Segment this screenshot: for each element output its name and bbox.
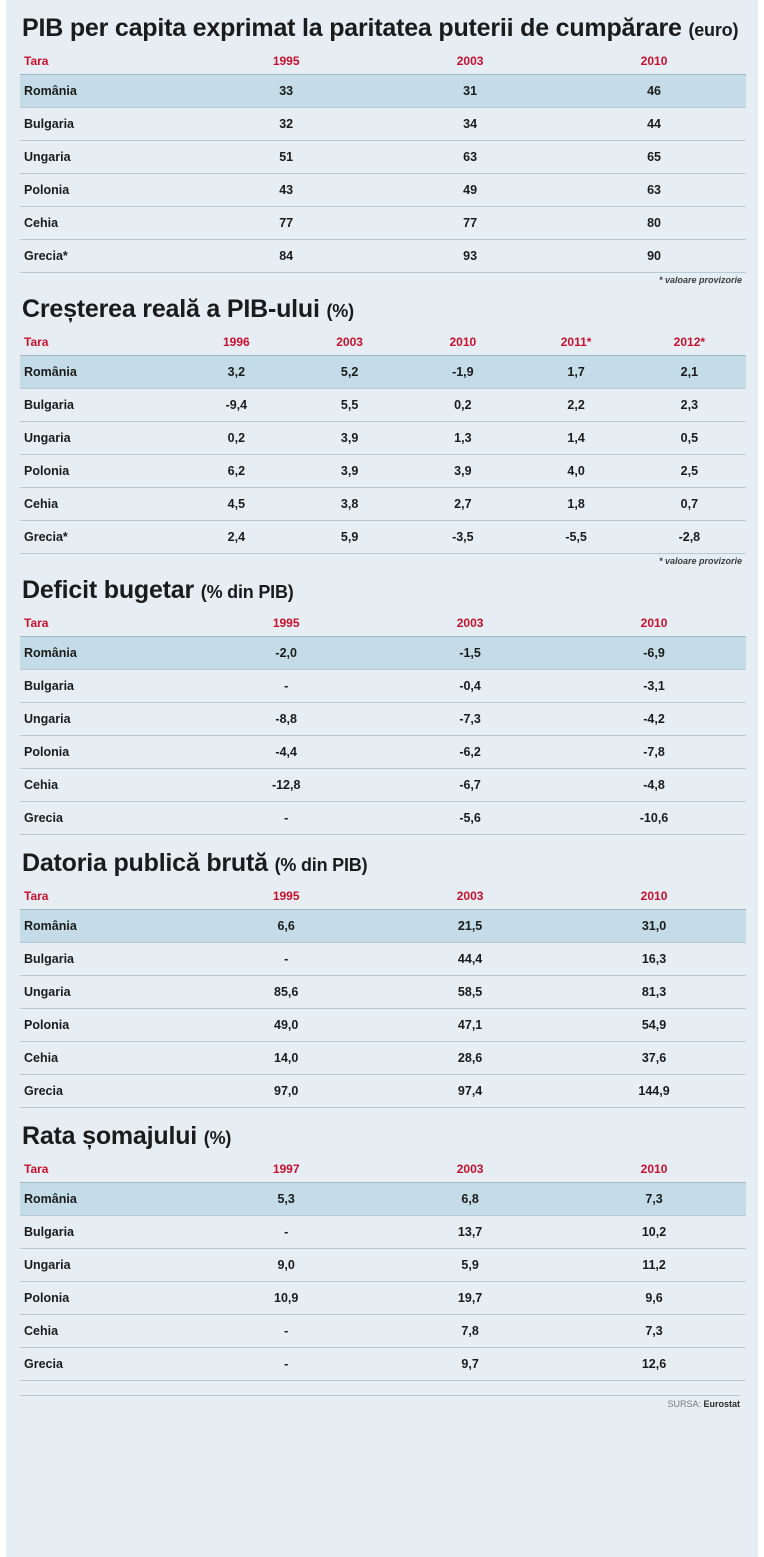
cell-value: -4,2 [562,703,746,736]
data-table [20,329,746,554]
data-table [20,48,746,273]
cell-value: 5,3 [194,1183,378,1216]
cell-value: -7,3 [378,703,562,736]
cell-value: -5,6 [378,802,562,835]
cell-value: 5,5 [293,389,406,422]
table-row [20,703,746,736]
cell-value: 10,9 [194,1282,378,1315]
column-header-year: 2010 [562,883,746,910]
column-header-year: 2010 [562,48,746,75]
cell-value: 12,6 [562,1348,746,1381]
cell-country: Ungaria [20,141,194,174]
cell-country: Cehia [20,488,180,521]
cell-value: 13,7 [378,1216,562,1249]
cell-value: 84 [194,240,378,273]
cell-value: 51 [194,141,378,174]
block-spacer [20,835,746,845]
cell-value: 65 [562,141,746,174]
cell-value: 31,0 [562,910,746,943]
column-header-year: 2010 [562,1156,746,1183]
data-table [20,610,746,835]
block-title [22,14,746,42]
cell-value: -10,6 [562,802,746,835]
cell-value: 0,2 [180,422,293,455]
table-row [20,141,746,174]
cell-value: -6,2 [378,736,562,769]
table-header-row [20,610,746,637]
cell-value: -9,4 [180,389,293,422]
column-header-year: 2010 [406,329,519,356]
cell-value: 3,9 [293,455,406,488]
cell-country: România [20,910,194,943]
cell-value: 6,8 [378,1183,562,1216]
cell-value: 28,6 [378,1042,562,1075]
cell-value: 77 [378,207,562,240]
cell-country: România [20,1183,194,1216]
table-row [20,1282,746,1315]
cell-value: 2,1 [633,356,746,389]
cell-country: Cehia [20,769,194,802]
cell-value: 3,9 [293,422,406,455]
cell-value: -2,8 [633,521,746,554]
cell-country: Grecia [20,1348,194,1381]
table-row [20,1009,746,1042]
column-header-year: 1995 [194,883,378,910]
stat-block [20,14,746,285]
data-table [20,883,746,1108]
cell-value: -1,9 [406,356,519,389]
source-name: Eurostat [703,1399,740,1409]
cell-value: 1,4 [519,422,632,455]
table-row [20,1216,746,1249]
cell-value: 80 [562,207,746,240]
cell-value: 9,0 [194,1249,378,1282]
block-title-text: PIB per capita exprimat la paritatea puterii de cumpărare [22,14,682,42]
cell-value: -12,8 [194,769,378,802]
column-header-year: 2003 [378,610,562,637]
cell-country: Polonia [20,1009,194,1042]
tables-container [20,14,746,1391]
source-line [20,1395,740,1409]
cell-country: Grecia [20,1075,194,1108]
stat-block [20,849,746,1118]
cell-value: 90 [562,240,746,273]
cell-value: 58,5 [378,976,562,1009]
cell-value: 37,6 [562,1042,746,1075]
block-title-text: Datoria publică brută [22,849,268,877]
cell-value: 97,4 [378,1075,562,1108]
cell-country: România [20,356,180,389]
cell-value: 7,8 [378,1315,562,1348]
table-row [20,736,746,769]
cell-country: Bulgaria [20,108,194,141]
table-row [20,240,746,273]
cell-value: 47,1 [378,1009,562,1042]
cell-value: 144,9 [562,1075,746,1108]
block-title-unit: (euro) [688,20,739,40]
cell-value: 21,5 [378,910,562,943]
cell-value: 0,5 [633,422,746,455]
column-header-year: 2010 [562,610,746,637]
table-row [20,943,746,976]
table-footnote: * valoare provizorie [658,556,742,566]
block-spacer [20,1381,746,1391]
cell-value: 33 [194,75,378,108]
cell-value: -7,8 [562,736,746,769]
cell-country: România [20,637,194,670]
cell-country: Polonia [20,174,194,207]
table-header-row [20,883,746,910]
column-header-country: Tara [20,48,194,75]
cell-value: 5,9 [378,1249,562,1282]
cell-country: Ungaria [20,1249,194,1282]
cell-value: 77 [194,207,378,240]
block-title-unit: (%) [203,1128,232,1148]
cell-value: - [194,802,378,835]
cell-value: -3,1 [562,670,746,703]
column-header-country: Tara [20,610,194,637]
table-row [20,769,746,802]
cell-value: -3,5 [406,521,519,554]
cell-value: - [194,943,378,976]
cell-value: 0,7 [633,488,746,521]
cell-country: Cehia [20,1042,194,1075]
column-header-year: 1996 [180,329,293,356]
cell-value: -8,8 [194,703,378,736]
cell-value: -4,4 [194,736,378,769]
cell-value: 2,7 [406,488,519,521]
stat-block [20,576,746,845]
source-prefix: SURSA: [667,1399,701,1409]
cell-country: Bulgaria [20,670,194,703]
cell-value: 4,0 [519,455,632,488]
table-row [20,1042,746,1075]
table-row [20,670,746,703]
cell-country: Ungaria [20,976,194,1009]
cell-value: 44 [562,108,746,141]
column-header-year: 1997 [194,1156,378,1183]
cell-country: Ungaria [20,422,180,455]
cell-value: 31 [378,75,562,108]
cell-value: 1,8 [519,488,632,521]
cell-value: 44,4 [378,943,562,976]
column-header-year: 2012* [633,329,746,356]
column-header-year: 1995 [194,610,378,637]
cell-value: -4,8 [562,769,746,802]
cell-value: 6,2 [180,455,293,488]
cell-value: 2,4 [180,521,293,554]
cell-value: 6,6 [194,910,378,943]
block-title [22,295,746,323]
cell-value: - [194,1216,378,1249]
block-title [22,849,746,877]
cell-value: 63 [562,174,746,207]
cell-country: Bulgaria [20,1216,194,1249]
table-row [20,910,746,943]
column-header-year: 2003 [378,48,562,75]
cell-value: 85,6 [194,976,378,1009]
cell-country: Cehia [20,1315,194,1348]
cell-value: 19,7 [378,1282,562,1315]
cell-value: -5,5 [519,521,632,554]
cell-value: 43 [194,174,378,207]
stat-block [20,295,746,566]
column-header-year: 2003 [378,1156,562,1183]
table-row [20,637,746,670]
table-row [20,75,746,108]
block-title-unit: (% din PIB) [200,582,294,602]
cell-value: - [194,670,378,703]
cell-value: -1,5 [378,637,562,670]
table-row [20,488,746,521]
cell-value: 97,0 [194,1075,378,1108]
cell-value: 14,0 [194,1042,378,1075]
cell-country: Bulgaria [20,943,194,976]
column-header-country: Tara [20,329,180,356]
cell-country: Polonia [20,455,180,488]
column-header-year: 2003 [293,329,406,356]
table-footnote: * valoare provizorie [658,275,742,285]
cell-value: 5,2 [293,356,406,389]
cell-country: Polonia [20,736,194,769]
table-row [20,521,746,554]
cell-value: 1,3 [406,422,519,455]
table-row [20,976,746,1009]
table-row [20,356,746,389]
table-row [20,207,746,240]
block-title-unit: (%) [326,301,354,321]
cell-value: 2,3 [633,389,746,422]
cell-value: 46 [562,75,746,108]
table-row [20,422,746,455]
cell-value: -6,9 [562,637,746,670]
stat-block [20,1122,746,1391]
column-header-country: Tara [20,1156,194,1183]
cell-country: Bulgaria [20,389,180,422]
column-header-year: 2011* [519,329,632,356]
cell-value: 54,9 [562,1009,746,1042]
cell-value: 81,3 [562,976,746,1009]
table-row [20,802,746,835]
block-title [22,1122,746,1150]
cell-value: - [194,1348,378,1381]
table-header-row [20,1156,746,1183]
cell-country: Cehia [20,207,194,240]
cell-value: 5,9 [293,521,406,554]
table-row [20,389,746,422]
cell-value: -2,0 [194,637,378,670]
cell-value: 1,7 [519,356,632,389]
cell-value: -6,7 [378,769,562,802]
cell-value: 3,8 [293,488,406,521]
table-row [20,108,746,141]
cell-value: 10,2 [562,1216,746,1249]
cell-country: Polonia [20,1282,194,1315]
cell-country: România [20,75,194,108]
cell-country: Grecia* [20,521,180,554]
cell-value: 49 [378,174,562,207]
table-row [20,1075,746,1108]
cell-value: -0,4 [378,670,562,703]
cell-value: 7,3 [562,1315,746,1348]
table-row [20,1183,746,1216]
table-header-row [20,329,746,356]
block-title-text: Rata șomajului [22,1122,198,1150]
cell-value: 0,2 [406,389,519,422]
column-header-country: Tara [20,883,194,910]
cell-value: 4,5 [180,488,293,521]
block-title-unit: (% din PIB) [274,855,368,875]
cell-value: 3,2 [180,356,293,389]
cell-value: 9,7 [378,1348,562,1381]
table-row [20,1249,746,1282]
cell-value: 93 [378,240,562,273]
table-row [20,174,746,207]
cell-value: 34 [378,108,562,141]
table-row [20,1348,746,1381]
cell-value: 16,3 [562,943,746,976]
cell-value: 32 [194,108,378,141]
cell-value: 3,9 [406,455,519,488]
table-row [20,1315,746,1348]
table-header-row [20,48,746,75]
block-spacer [20,1108,746,1118]
block-title-text: Creșterea reală a PIB-ului [22,295,320,323]
cell-country: Grecia [20,802,194,835]
block-title-text: Deficit bugetar [22,576,195,604]
cell-value: 2,5 [633,455,746,488]
cell-value: 2,2 [519,389,632,422]
cell-value: 7,3 [562,1183,746,1216]
cell-value: 11,2 [562,1249,746,1282]
column-header-year: 1995 [194,48,378,75]
cell-country: Grecia* [20,240,194,273]
cell-value: 63 [378,141,562,174]
cell-value: - [194,1315,378,1348]
cell-value: 9,6 [562,1282,746,1315]
data-table [20,1156,746,1381]
table-row [20,455,746,488]
block-title [22,576,746,604]
cell-country: Ungaria [20,703,194,736]
column-header-year: 2003 [378,883,562,910]
cell-value: 49,0 [194,1009,378,1042]
